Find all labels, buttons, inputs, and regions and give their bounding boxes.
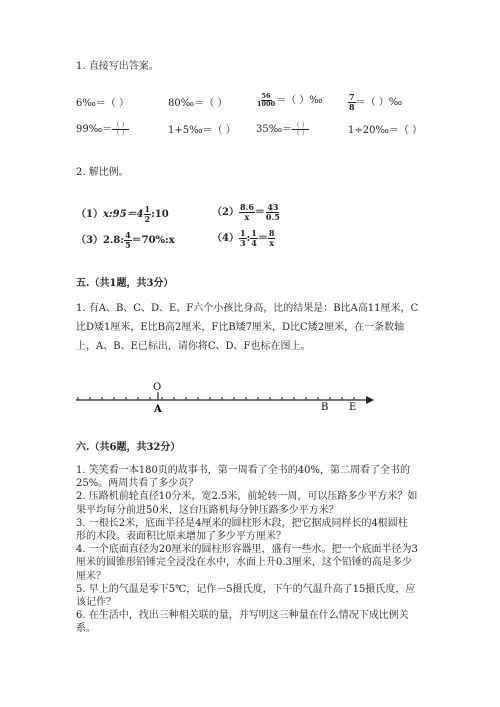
text-line: 该记作？ bbox=[76, 597, 116, 609]
text-line: 厘米？ bbox=[76, 570, 106, 582]
proportion-item: （4） $\frac{1}{3}$ : $\frac{1}{4}$ ＝ $\frac{8}{x}$ bbox=[212, 228, 275, 248]
arrow-head bbox=[366, 396, 374, 404]
question-list bbox=[76, 464, 436, 636]
point-b-label: B bbox=[321, 402, 329, 413]
number-line bbox=[70, 378, 380, 414]
text-line: 1. 有A、B、C、D、E、F六个小孩比身高，比的结果是：B比A高11厘米，C bbox=[76, 303, 419, 314]
text-line: 形的木段。表面积比原来增加了多少平方厘米？ bbox=[76, 531, 286, 543]
origin-label: O bbox=[153, 382, 162, 393]
point-e-label: E bbox=[349, 402, 357, 413]
question-heading-2: 2. 解比例。 bbox=[76, 167, 129, 178]
calc-item: $\frac{7}{8}$ ＝（ ）‰ bbox=[349, 92, 403, 112]
text-line: 上，A、B、E已标出，请你将C、D、F也标在图上。 bbox=[76, 341, 311, 352]
calc-item: 1+5‰＝（ ） bbox=[168, 125, 236, 136]
calc-item: 99‰＝ $\frac{( )}{( )}$ bbox=[76, 121, 129, 137]
proportion-item: （2） $\frac{8.6}{x}$ ＝ $\frac{43}{0.5}$ bbox=[212, 202, 280, 222]
calc-item: 1÷20‰＝（ ） bbox=[348, 125, 423, 136]
calc-item: 35‰＝ $\frac{( )}{( )}$ bbox=[256, 121, 309, 137]
proportion-item: （3）2.8: $\frac{4}{5}$ ＝70%:x bbox=[76, 230, 175, 250]
calc-item: 80‰＝（ ） bbox=[168, 98, 228, 109]
proportion-item: （1）x:95＝4 $\frac{1}{2}$ :10 bbox=[76, 204, 169, 224]
question-heading-1: 1. 直接写出答案。 bbox=[76, 61, 159, 72]
calc-item: $\frac{56}{1000}$ ＝（ ）‰ bbox=[257, 92, 323, 108]
text-line: 比D矮1厘米，E比B高2厘米，F比B矮7厘米，D比C矮2厘米，在一条数轴 bbox=[76, 322, 405, 333]
question-text bbox=[76, 299, 436, 356]
text-line: 系。 bbox=[76, 623, 96, 635]
text-line: 5. 早上的气温是零下5℃，记作－5摄氏度，下午的气温升高了15摄氏度，应 bbox=[76, 583, 416, 595]
section-title-5: 五.（共1题，共3分） bbox=[76, 278, 174, 289]
text-line: 果平均每分前进50米，这台压路机每分钟压路多少平方米？ bbox=[76, 504, 339, 516]
text-line: 25%。两周共看了多少页？ bbox=[76, 478, 199, 490]
text-line: 6. 在生活中，找出三种相关联的量，并写明这三种量在什么情况下成比例关 bbox=[76, 610, 409, 622]
text-line: 4. 一个底面直径为20厘米的圆柱形容器里，盛有一些水。把一个底面半径为3 bbox=[76, 544, 418, 556]
text-line: 2. 压路机前轮直径10分米，宽2.5米，前轮转一周，可以压路多少平方米？如 bbox=[76, 491, 418, 503]
section-title-6: 六.（共6题，共32分） bbox=[76, 442, 181, 453]
text-line: 3. 一根长2米，底面半径是4厘米的圆柱形木段，把它据成同样长的4根圆柱 bbox=[76, 517, 408, 529]
text-line: 厘米的圆锥形铅锤完全浸没在水中，水面上升0.3厘米，这个铅锤的高是多少 bbox=[76, 557, 412, 569]
point-a-label: A bbox=[154, 404, 162, 414]
calc-item: 6‰＝（ ） bbox=[76, 98, 129, 109]
text-line: 1. 笑笑看一本180页的故事书，第一周看了全书的40%，第二周看了全书的 bbox=[76, 465, 411, 476]
